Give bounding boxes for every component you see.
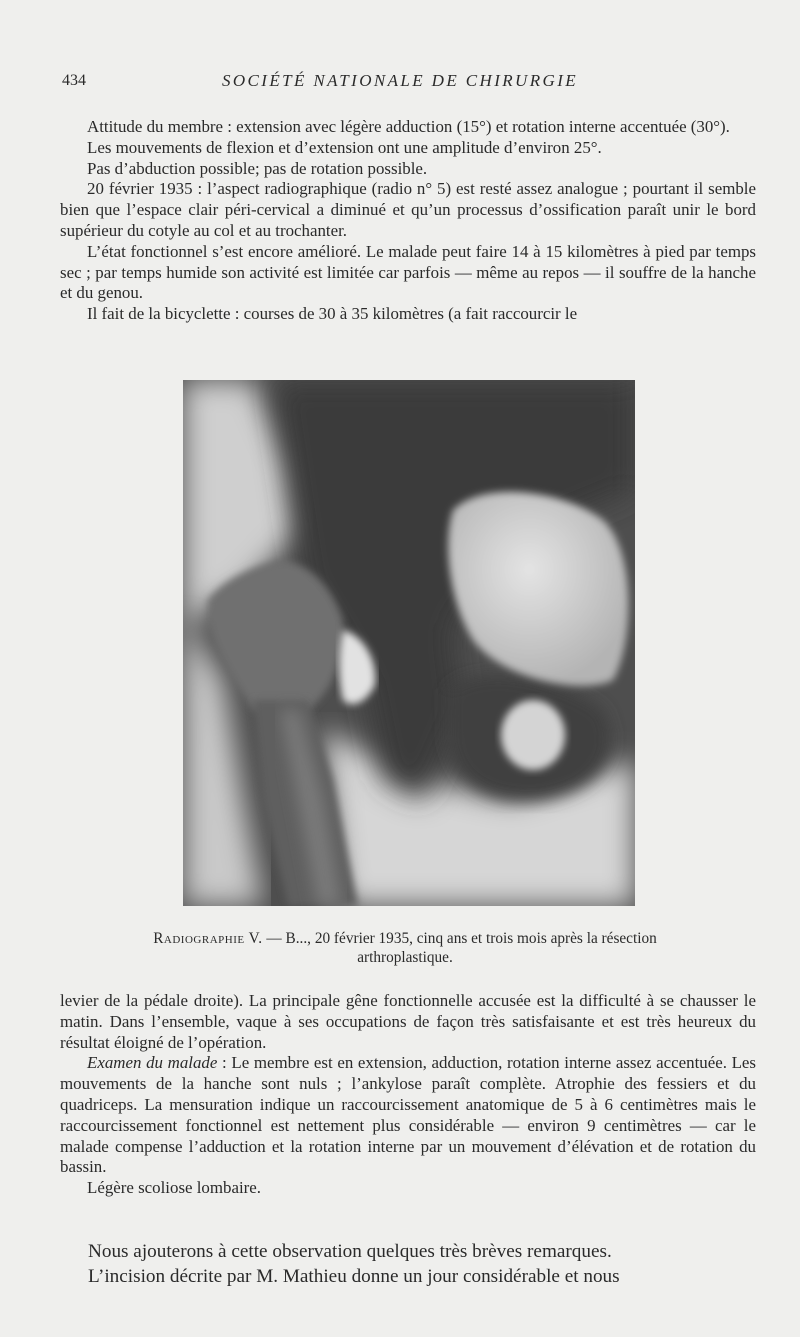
paragraph [60,1053,756,1178]
paragraph: Il fait de la bicyclette : courses de 30 à 35 kilomètres (a fait raccourcir le [87,304,578,324]
caption-label: Radiographie V. [153,930,263,947]
body-text-top [60,117,756,325]
radiograph-image [183,380,635,906]
paragraph: Nous ajouterons à cette observation quelques très brèves remarques. [88,1241,612,1262]
caption-text: — B..., 20 février 1935, cinq ans et trois mois après la résection arthroplastique. [262,930,657,966]
paragraph: Attitude du membre : extension avec légère adduction (15°) et rotation interne accentuée (30°). [87,117,730,136]
paragraph-text: : Le membre est en extension, adduction, rotation interne assez accentuée. Les mouvements de la hanche sont nuls ; l’ankylose paraît complète. Atrophie des fessiers et du quadriceps. La mensuration indique un raccourcissement anatomique de 5 à 6 centimètres mais le raccourcissement fonctionnel est nettement plus considérable — environ 9 centimètres — car le malade compense l’adduction et la rotation interne par un mouvement d’élévation et de rotation du bassin. [60,1053,756,1177]
paragraph: levier de la pédale droite). La principale gêne fonctionnelle accusée est la difficulté à se chausser le matin. Dans l’ensemble, vaque à ses occupations de façon très satisfaisante et est très heureux du résultat éloigné de l’opération. [60,991,756,1052]
paragraph: Légère scoliose lombaire. [87,1178,261,1198]
paragraph: Pas d’abduction possible; pas de rotation possible. [87,158,428,178]
paragraph: 20 février 1935 : l’aspect radiographique (radio n° 5) est resté assez analogue ; pourtant il semble bien que l’espace clair péri-cervical a diminué et qu’un processus d’ossification paraît unir le bord supérieur du cotyle au col et au trochanter. [60,179,756,240]
closing-text [60,1239,756,1289]
hip-xray-illustration [183,380,635,906]
figure-caption [150,929,660,967]
running-head: SOCIÉTÉ NATIONALE DE CHIRURGIE [221,71,579,90]
paragraph-lead: Examen du malade [87,1053,218,1073]
page-number: 434 [62,72,86,89]
paragraph: Les mouvements de flexion et d’extension ont une amplitude d’environ 25°. [87,137,602,157]
paragraph: L’état fonctionnel s’est encore amélioré. Le malade peut faire 14 à 15 kilomètres à pied par temps sec ; par temps humide son activité est limitée car parfois — même au repos — il souffre de la hanche et du genou. [60,241,756,303]
paragraph: L’incision décrite par M. Mathieu donne un jour considérable et nous [88,1266,620,1287]
body-text-bottom [60,991,756,1199]
